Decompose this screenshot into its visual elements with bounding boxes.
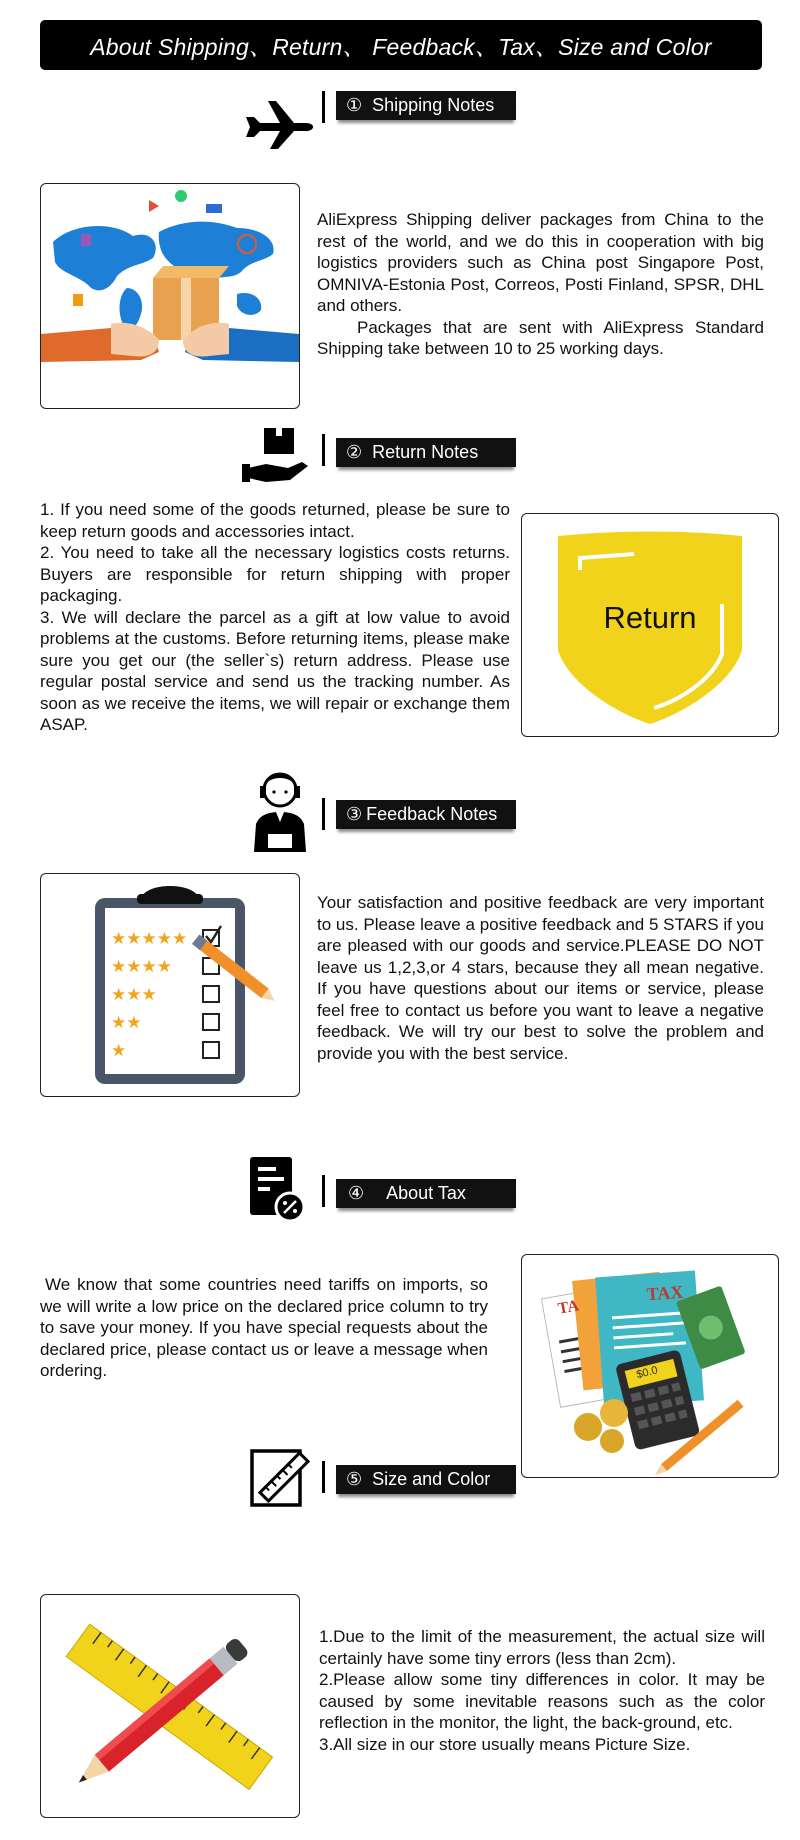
size-item-1: 1.Due to the limit of the measurement, the actual size will certainly have some tiny errors (less than 2cm).	[319, 1627, 765, 1668]
size-header	[240, 1443, 520, 1509]
return-header	[240, 424, 520, 490]
tax-paragraph: We know that some countries need tariffs on imports, so we will write a low price on the declared price column to try to save your money. If you have special requests about the declared price, please contact us or leave a message when ordering.	[40, 1275, 488, 1380]
stars-1: ★	[111, 1041, 127, 1061]
airplane-icon	[240, 87, 320, 153]
feedback-num: ③	[346, 804, 363, 824]
return-badge-text: Return	[603, 600, 697, 635]
feedback-illustration	[40, 873, 300, 1097]
tax-text	[40, 1274, 488, 1382]
tax-num: ④	[348, 1183, 365, 1203]
tax-label	[336, 1179, 516, 1208]
tax-illustration	[521, 1254, 779, 1478]
banner-title: About Shipping、Return、 Feedback、Tax、Size and Color	[90, 33, 712, 60]
hand-package-icon	[240, 424, 320, 490]
stars-2: ★★	[111, 1013, 142, 1033]
shipping-paragraph-2: Packages that are sent with AliExpress Standard Shipping take between 10 to 25 working days.	[317, 317, 764, 358]
size-title: Size and Color	[372, 1469, 491, 1489]
size-item-3: 3.All size in our store usually means Picture Size.	[319, 1734, 691, 1754]
return-text	[40, 499, 510, 736]
tax-title: About Tax	[386, 1183, 466, 1203]
return-illustration	[521, 513, 779, 737]
tax-document-icon	[240, 1157, 320, 1223]
return-label	[336, 438, 516, 467]
page-banner	[40, 20, 762, 70]
calculator-display: $0.0	[635, 1364, 660, 1382]
shipping-num: ①	[346, 95, 363, 115]
stars-3: ★★★	[111, 985, 157, 1005]
world-delivery-image	[41, 184, 299, 408]
stars-4: ★★★★	[111, 957, 172, 977]
feedback-title: Feedback Notes	[366, 804, 498, 824]
return-item-3: 3. We will declare the parcel as a gift at low value to avoid problems at the customs. Before returning items, please make sure you get our (the seller`s) return address. Please use regular postal service and send us the tracking number. As soon as we receive the items, we will repair or exchange them ASAP.	[40, 607, 510, 734]
stars-5: ★★★★★	[111, 929, 188, 949]
shipping-label	[336, 91, 516, 120]
shipping-illustration	[40, 183, 300, 409]
size-item-2: 2.Please allow some tiny differences in color. It may be caused by some inevitable reasons such as the color reflection in the monitor, the light, the back-ground, etc.	[319, 1670, 765, 1732]
customer-service-icon	[240, 768, 320, 854]
tax-header	[240, 1157, 520, 1223]
size-text	[319, 1626, 765, 1755]
return-item-2: 2. You need to take all the necessary logistics costs returns. Buyers are responsible for return shipping with proper packaging.	[40, 543, 510, 605]
feedback-label	[336, 800, 516, 829]
return-item-1: 1. If you need some of the goods returned, please be sure to keep return goods and accessories intact.	[40, 500, 510, 541]
size-label	[336, 1465, 516, 1494]
feedback-text	[317, 892, 764, 1064]
ruler-pencil-icon	[240, 1443, 320, 1509]
shipping-text	[317, 209, 764, 360]
shipping-paragraph-1: AliExpress Shipping deliver packages from China to the rest of the world, and we do this in cooperation with big logistics providers such as China post Singapore Post, OMNIVA-Estonia Post, Correos, Posti Finland, SPSR, DHL and others.	[317, 210, 764, 315]
shipping-title: Shipping Notes	[372, 95, 495, 115]
return-title: Return Notes	[372, 442, 479, 462]
shipping-header	[240, 87, 520, 153]
feedback-header	[240, 768, 520, 834]
size-num: ⑤	[346, 1469, 363, 1489]
ruler-pencil-image	[41, 1595, 299, 1817]
tax-doc-title-2: TA	[556, 1297, 581, 1318]
size-illustration	[40, 1594, 300, 1818]
return-num: ②	[346, 442, 363, 462]
feedback-paragraph: Your satisfaction and positive feedback are very important to us. Please leave a positive feedback and 5 STARS if you are pleased with our goods and service.PLEASE DO NOT leave us 1,2,3,or 4 stars, because they all mean negative. If you have questions about our items or service, please feel free to contact us before you want to leave a negative feedback. We will try our best to solve the problem and provide you with the best service.	[317, 893, 764, 1063]
clipboard-rating-image	[41, 874, 299, 1096]
tax-doc-title: TAX	[645, 1281, 684, 1305]
